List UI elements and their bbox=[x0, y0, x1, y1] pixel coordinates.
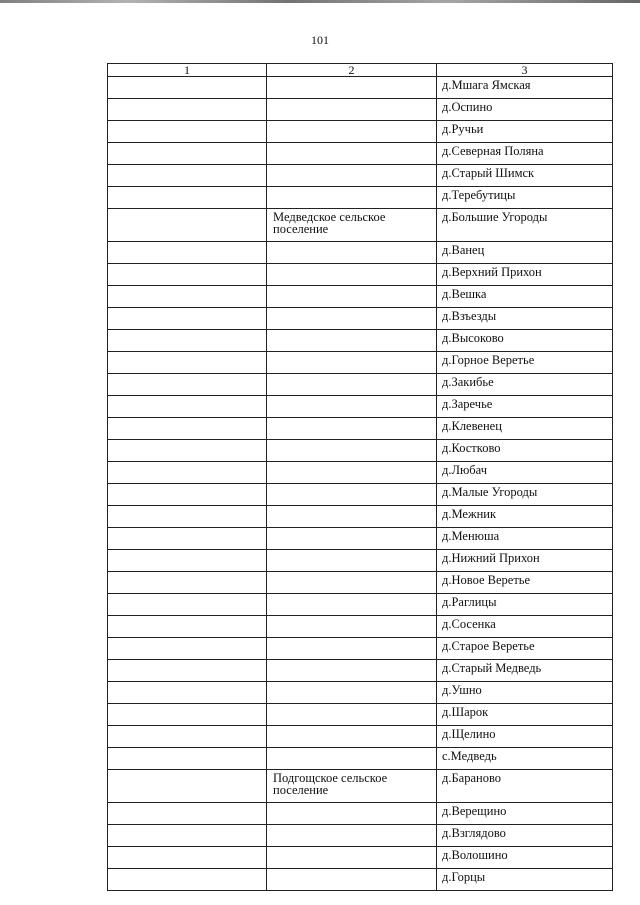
locality-name-cell: д.Сосенка bbox=[437, 616, 613, 638]
table-row bbox=[108, 825, 613, 847]
table-row bbox=[108, 869, 613, 891]
settlement-district-cell bbox=[267, 572, 437, 594]
table-body bbox=[108, 77, 613, 891]
row-number-cell bbox=[108, 726, 267, 748]
locality-name-cell: д.Клевенец bbox=[437, 418, 613, 440]
locality-name-cell: д.Высоково bbox=[437, 330, 613, 352]
settlement-district-cell bbox=[267, 308, 437, 330]
locality-name-cell: с.Медведь bbox=[437, 748, 613, 770]
table-row bbox=[108, 396, 613, 418]
settlement-district-cell: Медведское сельское поселение bbox=[267, 209, 437, 242]
locality-name-cell: д.Вешка bbox=[437, 286, 613, 308]
column-header-3: 3 bbox=[437, 64, 613, 77]
row-number-cell bbox=[108, 396, 267, 418]
settlement-district-cell bbox=[267, 616, 437, 638]
settlement-district-cell bbox=[267, 550, 437, 572]
locality-name-cell: д.Ванец bbox=[437, 242, 613, 264]
row-number-cell bbox=[108, 803, 267, 825]
row-number-cell bbox=[108, 308, 267, 330]
row-number-cell bbox=[108, 594, 267, 616]
row-number-cell bbox=[108, 660, 267, 682]
settlement-district-cell: Подгощское сельское поселение bbox=[267, 770, 437, 803]
table-row bbox=[108, 264, 613, 286]
table-row bbox=[108, 440, 613, 462]
settlement-district-cell bbox=[267, 121, 437, 143]
row-number-cell bbox=[108, 440, 267, 462]
row-number-cell bbox=[108, 550, 267, 572]
locality-name-cell: д.Заречье bbox=[437, 396, 613, 418]
settlement-district-cell bbox=[267, 77, 437, 99]
table-row bbox=[108, 330, 613, 352]
locality-name-cell: д.Любач bbox=[437, 462, 613, 484]
column-header-2: 2 bbox=[267, 64, 437, 77]
locality-name-cell: д.Большие Угороды bbox=[437, 209, 613, 242]
row-number-cell bbox=[108, 869, 267, 891]
table-row bbox=[108, 704, 613, 726]
row-number-cell bbox=[108, 352, 267, 374]
locality-name-cell: д.Взъезды bbox=[437, 308, 613, 330]
settlement-district-cell bbox=[267, 143, 437, 165]
table-row bbox=[108, 803, 613, 825]
table-row bbox=[108, 121, 613, 143]
settlement-district-cell bbox=[267, 638, 437, 660]
settlement-district-cell bbox=[267, 682, 437, 704]
table-row bbox=[108, 682, 613, 704]
row-number-cell bbox=[108, 572, 267, 594]
locality-name-cell: д.Старый Шимск bbox=[437, 165, 613, 187]
locality-name-cell: д.Горцы bbox=[437, 869, 613, 891]
table-row bbox=[108, 352, 613, 374]
settlement-district-cell bbox=[267, 165, 437, 187]
table-row bbox=[108, 77, 613, 99]
table-row bbox=[108, 418, 613, 440]
locality-name-cell: д.Щелино bbox=[437, 726, 613, 748]
settlement-district-cell bbox=[267, 506, 437, 528]
table-row bbox=[108, 638, 613, 660]
locality-name-cell: д.Взглядово bbox=[437, 825, 613, 847]
settlement-district-cell bbox=[267, 99, 437, 121]
settlement-district-cell bbox=[267, 187, 437, 209]
table-row bbox=[108, 374, 613, 396]
locality-name-cell: д.Волошино bbox=[437, 847, 613, 869]
row-number-cell bbox=[108, 770, 267, 803]
settlement-district-cell bbox=[267, 330, 437, 352]
row-number-cell bbox=[108, 77, 267, 99]
locality-name-cell: д.Бараново bbox=[437, 770, 613, 803]
settlement-district-cell bbox=[267, 825, 437, 847]
row-number-cell bbox=[108, 462, 267, 484]
table-row bbox=[108, 660, 613, 682]
locality-name-cell: д.Ручьи bbox=[437, 121, 613, 143]
locality-name-cell: д.Оспино bbox=[437, 99, 613, 121]
row-number-cell bbox=[108, 847, 267, 869]
table-row bbox=[108, 616, 613, 638]
settlement-district-cell bbox=[267, 440, 437, 462]
row-number-cell bbox=[108, 418, 267, 440]
table-row bbox=[108, 726, 613, 748]
settlement-district-cell bbox=[267, 242, 437, 264]
locality-name-cell: д.Северная Поляна bbox=[437, 143, 613, 165]
settlement-district-cell bbox=[267, 803, 437, 825]
locality-name-cell: д.Верхний Прихон bbox=[437, 264, 613, 286]
locality-name-cell: д.Теребутицы bbox=[437, 187, 613, 209]
settlement-district-cell bbox=[267, 847, 437, 869]
row-number-cell bbox=[108, 506, 267, 528]
row-number-cell bbox=[108, 374, 267, 396]
locality-name-cell: д.Старое Веретье bbox=[437, 638, 613, 660]
settlement-district-cell bbox=[267, 418, 437, 440]
settlements-table bbox=[107, 63, 613, 891]
settlement-district-cell bbox=[267, 726, 437, 748]
settlement-district-cell bbox=[267, 594, 437, 616]
settlement-district-cell bbox=[267, 660, 437, 682]
settlement-district-cell bbox=[267, 484, 437, 506]
table-row bbox=[108, 99, 613, 121]
row-number-cell bbox=[108, 704, 267, 726]
row-number-cell bbox=[108, 209, 267, 242]
table-row bbox=[108, 748, 613, 770]
settlement-district-cell bbox=[267, 704, 437, 726]
table-header-row bbox=[108, 64, 613, 77]
row-number-cell bbox=[108, 165, 267, 187]
table-row bbox=[108, 165, 613, 187]
row-number-cell bbox=[108, 484, 267, 506]
locality-name-cell: д.Мшага Ямская bbox=[437, 77, 613, 99]
settlement-district-cell bbox=[267, 528, 437, 550]
table-row bbox=[108, 594, 613, 616]
locality-name-cell: д.Менюша bbox=[437, 528, 613, 550]
locality-name-cell: д.Старый Медведь bbox=[437, 660, 613, 682]
row-number-cell bbox=[108, 143, 267, 165]
locality-name-cell: д.Верещино bbox=[437, 803, 613, 825]
table-row bbox=[108, 143, 613, 165]
row-number-cell bbox=[108, 616, 267, 638]
row-number-cell bbox=[108, 682, 267, 704]
row-number-cell bbox=[108, 825, 267, 847]
table-row bbox=[108, 528, 613, 550]
locality-name-cell: д.Шарок bbox=[437, 704, 613, 726]
locality-name-cell: д.Нижний Прихон bbox=[437, 550, 613, 572]
locality-name-cell: д.Закибье bbox=[437, 374, 613, 396]
locality-name-cell: д.Костково bbox=[437, 440, 613, 462]
page-number: 101 bbox=[311, 33, 329, 47]
table-row bbox=[108, 308, 613, 330]
settlement-district-cell bbox=[267, 374, 437, 396]
table-row bbox=[108, 242, 613, 264]
row-number-cell bbox=[108, 638, 267, 660]
row-number-cell bbox=[108, 528, 267, 550]
table-row bbox=[108, 506, 613, 528]
settlement-district-cell bbox=[267, 286, 437, 308]
table-row bbox=[108, 484, 613, 506]
table-row bbox=[108, 572, 613, 594]
table-row bbox=[108, 462, 613, 484]
settlement-district-cell bbox=[267, 869, 437, 891]
table-row bbox=[108, 209, 613, 242]
locality-name-cell: д.Малые Угороды bbox=[437, 484, 613, 506]
row-number-cell bbox=[108, 121, 267, 143]
locality-name-cell: д.Новое Веретье bbox=[437, 572, 613, 594]
settlement-district-cell bbox=[267, 462, 437, 484]
settlement-district-cell bbox=[267, 748, 437, 770]
row-number-cell bbox=[108, 748, 267, 770]
row-number-cell bbox=[108, 99, 267, 121]
locality-name-cell: д.Межник bbox=[437, 506, 613, 528]
settlement-district-cell bbox=[267, 396, 437, 418]
row-number-cell bbox=[108, 264, 267, 286]
table-row bbox=[108, 187, 613, 209]
scan-edge-artifact bbox=[0, 0, 640, 3]
row-number-cell bbox=[108, 286, 267, 308]
locality-name-cell: д.Ушно bbox=[437, 682, 613, 704]
column-header-1: 1 bbox=[108, 64, 267, 77]
locality-name-cell: д.Горное Веретье bbox=[437, 352, 613, 374]
locality-name-cell: д.Раглицы bbox=[437, 594, 613, 616]
row-number-cell bbox=[108, 187, 267, 209]
settlement-district-cell bbox=[267, 352, 437, 374]
row-number-cell bbox=[108, 242, 267, 264]
table-row bbox=[108, 286, 613, 308]
table-row bbox=[108, 847, 613, 869]
settlement-district-cell bbox=[267, 264, 437, 286]
table-row bbox=[108, 550, 613, 572]
row-number-cell bbox=[108, 330, 267, 352]
table-row bbox=[108, 770, 613, 803]
